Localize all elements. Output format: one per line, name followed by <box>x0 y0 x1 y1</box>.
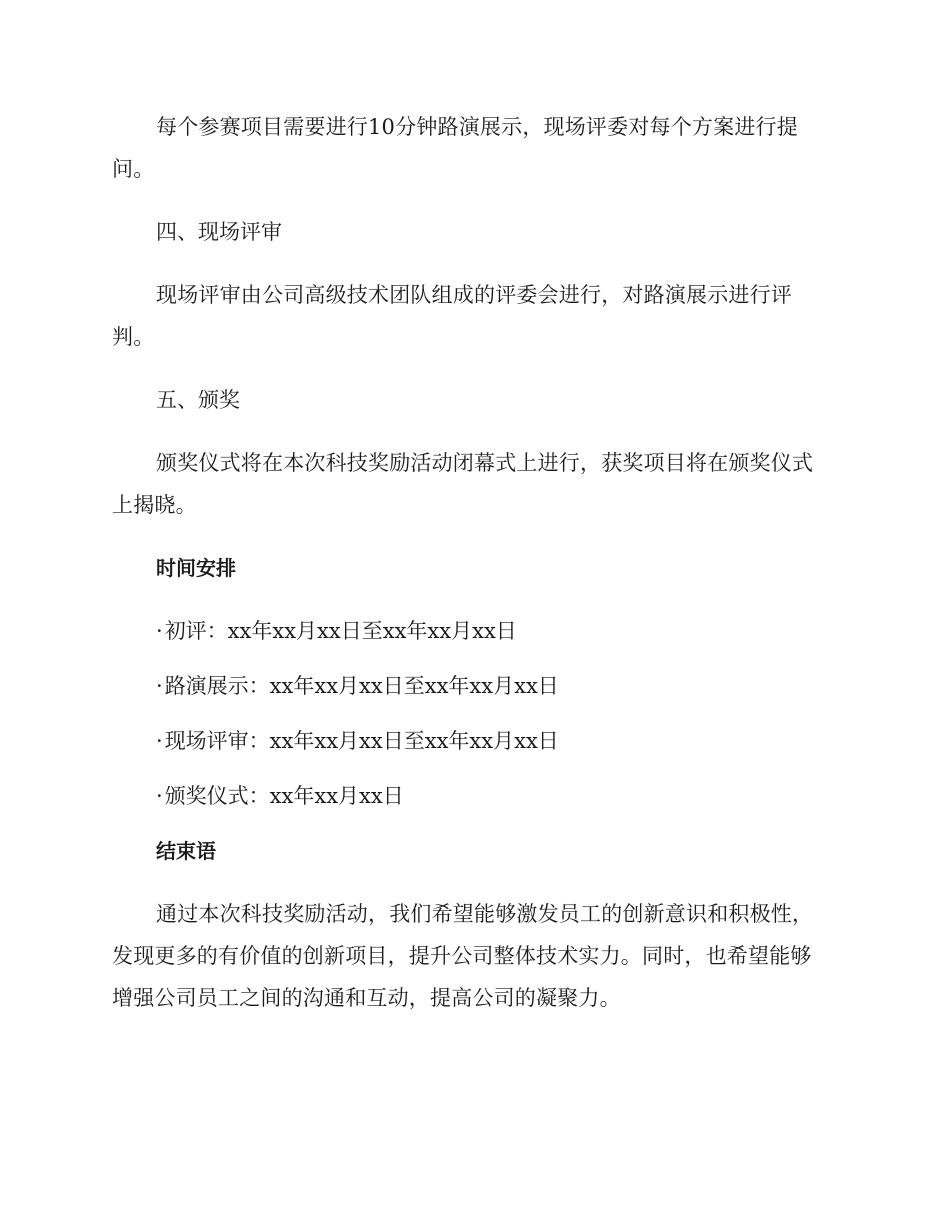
document-body <box>112 106 832 1040</box>
paragraph-onsite-review: 现场评审由公司高级技术团队组成的评委会进行，对路演展示进行评判。 <box>112 283 792 349</box>
bullet-dot-icon: · <box>156 619 163 643</box>
schedule-item-text: 路演展示：xx年xx月xx日至xx年xx月xx日 <box>164 674 559 698</box>
paragraph-awards: 颁奖仪式将在本次科技奖励活动闭幕式上进行，获奖项目将在颁奖仪式上揭晓。 <box>112 451 814 517</box>
schedule-item-ceremony <box>112 775 832 817</box>
paragraph-conclusion: 通过本次科技奖励活动，我们希望能够激发员工的创新意识和积极性，发现更多的有价值的创新项目，提升公司整体技术实力。同时，也希望能够增强公司员工之间的沟通和互动，提高公司的凝聚力。 <box>112 902 814 1010</box>
bullet-dot-icon: · <box>156 784 163 808</box>
schedule-item-text: 现场评审：xx年xx月xx日至xx年xx月xx日 <box>164 729 559 753</box>
schedule-list <box>112 610 832 817</box>
schedule-item-roadshow <box>112 665 832 707</box>
schedule-item-text: 初评：xx年xx月xx日至xx年xx月xx日 <box>164 619 517 643</box>
bullet-dot-icon: · <box>156 674 163 698</box>
schedule-item-onsite-review <box>112 720 832 762</box>
schedule-item-preliminary <box>112 610 832 652</box>
section-heading-onsite-review: 四、现场评审 <box>156 220 282 244</box>
paragraph-roadshow: 每个参赛项目需要进行10分钟路演展示，现场评委对每个方案进行提问。 <box>112 115 798 181</box>
schedule-title: 时间安排 <box>156 556 236 580</box>
schedule-item-text: 颁奖仪式：xx年xx月xx日 <box>164 784 404 808</box>
section-heading-awards: 五、颁奖 <box>156 388 240 412</box>
conclusion-title: 结束语 <box>156 839 216 863</box>
bullet-dot-icon: · <box>156 729 163 753</box>
